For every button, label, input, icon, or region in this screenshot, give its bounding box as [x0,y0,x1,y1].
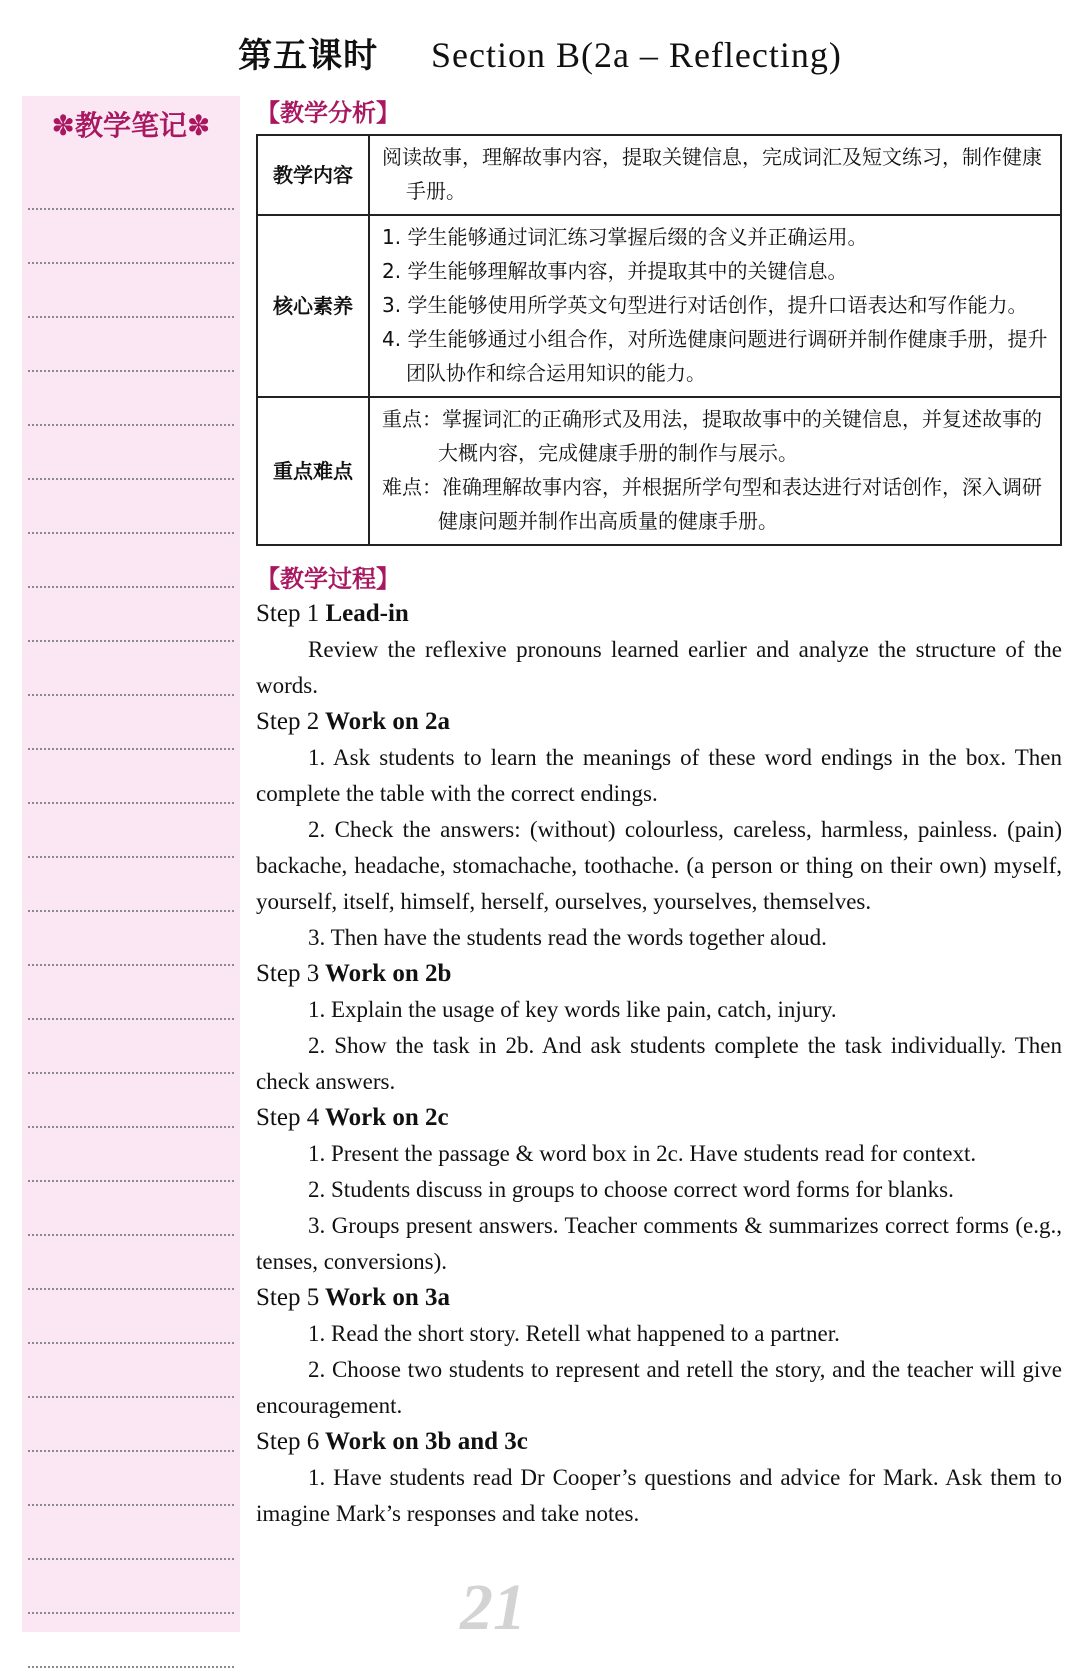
analysis-table [256,134,1062,546]
analysis-heading: 【教学分析】 [256,99,400,127]
step-paragraph: 2. Show the task in 2b. And ask students complete the task individually. Then check answers. [256,1033,1062,1094]
step-number: Step 1 [256,600,320,627]
note-line [28,210,234,264]
step-number: Step 6 [256,1428,320,1455]
step-paragraph: 1. Have students read Dr Cooper’s questions and advice for Mark. Ask them to imagine Mark’s responses and take notes. [256,1465,1062,1526]
note-line [28,588,234,642]
step-paragraph: 1. Read the short story. Retell what happened to a partner. [308,1321,840,1346]
note-line [28,1236,234,1290]
step-paragraph: 2. Check the answers: (without) colourless, careless, harmless, painless. (pain) backache, headache, stomachache, toothache. (a person or thing on their own) myself, yourself, itself, himself, herself, ourselves, yourselves, themselves. [256,817,1062,914]
step-number: Step 5 [256,1284,320,1311]
note-line [28,1452,234,1506]
step-paragraph: 2. Students discuss in groups to choose correct word forms for blanks. [308,1177,954,1202]
row-label: 教学内容 [257,135,369,215]
step-title: Work on 2c [325,1104,449,1131]
step-heading [256,596,1062,632]
note-line [28,1128,234,1182]
step-block [256,1280,1062,1424]
note-line [28,1398,234,1452]
step-paragraph: Review the reflexive pronouns learned earlier and analyze the structure of the words. [256,637,1062,698]
row-body [369,215,1061,397]
step-heading [256,956,1062,992]
note-line [28,1182,234,1236]
table-row [257,135,1061,215]
note-line [28,1020,234,1074]
row-line: 2. 学生能够理解故事内容，并提取其中的关键信息。 [382,259,848,283]
step-paragraph: 1. Ask students to learn the meanings of these word endings in the box. Then complete the table with the correct endings. [256,745,1062,806]
row-label: 重点难点 [257,397,369,545]
note-line [28,1614,234,1668]
step-title: Work on 3b and 3c [325,1428,528,1455]
note-line [28,264,234,318]
table-row [257,215,1061,397]
row-line: 1. 学生能够通过词汇练习掌握后缀的含义并正确运用。 [382,225,868,249]
page-number: 21 [460,1571,526,1644]
step-number: Step 4 [256,1104,320,1131]
step-paragraph: 3. Then have the students read the words together aloud. [308,925,827,950]
step-title: Work on 2a [325,708,451,735]
step-title: Lead-in [325,600,409,627]
section-title: Section B(2a – Reflecting) [430,35,842,75]
lesson-number: 第五课时 [238,36,379,76]
step-block [256,596,1062,704]
step-title: Work on 3a [325,1284,451,1311]
process-section [256,562,1062,1532]
note-line [28,642,234,696]
row-body [369,397,1061,545]
step-paragraph: 3. Groups present answers. Teacher comments & summarizes correct forms (e.g., tenses, conversions). [256,1213,1062,1274]
note-line [28,1560,234,1614]
step-paragraph: 1. Explain the usage of key words like pain, catch, injury. [308,997,837,1022]
note-line [28,1344,234,1398]
row-line: 4. 学生能够通过小组合作，对所选健康问题进行调研并制作健康手册，提升团队协作和综合运用知识的能力。 [382,327,1048,385]
notes-sidebar [22,96,240,1632]
note-line [28,696,234,750]
step-block [256,1100,1062,1280]
note-line [28,912,234,966]
step-block [256,704,1062,956]
step-block [256,956,1062,1100]
step-number: Step 3 [256,960,320,987]
row-line: 重点：掌握词汇的正确形式及用法，提取故事中的关键信息，并复述故事的大概内容，完成健康手册的制作与展示。 [382,407,1042,465]
note-line [28,426,234,480]
step-block [256,1424,1062,1532]
notes-lines [22,156,240,1668]
step-paragraph: 1. Present the passage & word box in 2c. Have students read for context. [308,1141,977,1166]
row-label: 核心素养 [257,215,369,397]
note-line [28,804,234,858]
step-number: Step 2 [256,708,320,735]
note-line [28,1290,234,1344]
main-content [256,96,1062,1532]
note-line [28,750,234,804]
row-body [369,135,1061,215]
note-line [28,534,234,588]
row-line: 3. 学生能够使用所学英文句型进行对话创作，提升口语表达和写作能力。 [382,293,1028,317]
table-row [257,397,1061,545]
note-line [28,966,234,1020]
note-line [28,372,234,426]
notes-heading: ✽教学笔记✽ [51,109,211,142]
note-line [28,858,234,912]
note-line [28,156,234,210]
step-title: Work on 2b [325,960,452,987]
step-heading [256,1100,1062,1136]
note-line [28,1074,234,1128]
step-paragraph: 2. Choose two students to represent and retell the story, and the teacher will give encouragement. [256,1357,1062,1418]
step-heading [256,1424,1062,1460]
note-line [28,1506,234,1560]
note-line [28,480,234,534]
note-line [28,318,234,372]
page-title [0,28,1080,77]
step-heading [256,704,1062,740]
process-heading: 【教学过程】 [256,565,400,593]
row-line: 阅读故事，理解故事内容，提取关键信息，完成词汇及短文练习，制作健康手册。 [382,145,1042,203]
step-heading [256,1280,1062,1316]
row-line: 难点：准确理解故事内容，并根据所学句型和表达进行对话创作，深入调研健康问题并制作出高质量的健康手册。 [382,475,1042,533]
